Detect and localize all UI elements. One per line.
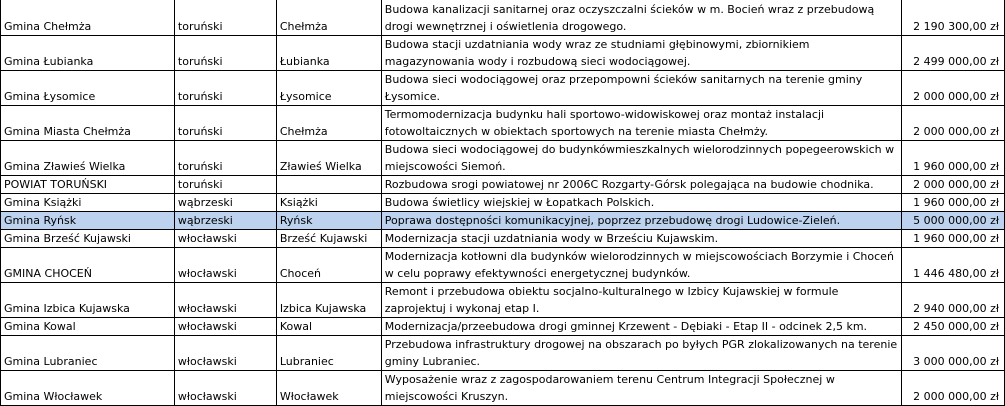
table-row[interactable] <box>1 336 1005 371</box>
cell-gmina[interactable]: POWIAT TORUŃSKI <box>1 176 175 194</box>
cell-kwota[interactable]: 1 960 000,00 zł <box>901 141 1004 176</box>
table-row[interactable] <box>1 212 1005 230</box>
table-row[interactable] <box>1 248 1005 283</box>
cell-kwota[interactable]: 5 000 000,00 zł <box>901 212 1004 230</box>
cell-projekt[interactable]: Budowa sieci wodociągowej do budynkówmieszkalnych wielorodzinnych popegeerowskich w miejscowości Siemoń. <box>381 141 901 176</box>
table-row[interactable] <box>1 371 1005 406</box>
cell-powiat[interactable]: toruński <box>174 141 276 176</box>
cell-kwota[interactable]: 1 960 000,00 zł <box>901 230 1004 248</box>
cell-projekt[interactable]: Termomodernizacja budynku hali sportowo-widowiskowej oraz montaż instalacji fotowoltaicznych w obiektach sportowych na terenie miasta Chełmży. <box>381 106 901 141</box>
cell-projekt[interactable]: Rozbudowa srogi powiatowej nr 2006C Rozgarty-Górsk polegająca na budowie chodnika. <box>381 176 901 194</box>
table-row[interactable] <box>1 71 1005 106</box>
cell-gmina[interactable]: Gmina Łysomice <box>1 71 175 106</box>
cell-projekt[interactable]: Modernizacja/przeebudowa drogi gminnej Krzewent - Dębiaki - Etap II - odcinek 2,5 km. <box>381 318 901 336</box>
cell-gmina[interactable]: Gmina Włocławek <box>1 371 175 406</box>
cell-gmina[interactable]: Gmina Kowal <box>1 318 175 336</box>
cell-gmina[interactable]: Gmina Ryńsk <box>1 212 175 230</box>
cell-miejscowosc[interactable]: Zławieś Wielka <box>276 141 381 176</box>
cell-gmina[interactable]: Gmina Izbica Kujawska <box>1 283 175 318</box>
table-row[interactable] <box>1 106 1005 141</box>
cell-miejscowosc[interactable]: Brześć Kujawski <box>276 230 381 248</box>
table-row[interactable] <box>1 141 1005 176</box>
cell-miejscowosc[interactable]: Książki <box>276 194 381 212</box>
cell-kwota[interactable]: 2 000 000,00 zł <box>901 371 1004 406</box>
cell-kwota[interactable]: 1 446 480,00 zł <box>901 248 1004 283</box>
cell-miejscowosc[interactable]: Izbica Kujawska <box>276 283 381 318</box>
cell-projekt[interactable]: Budowa kanalizacji sanitarnej oraz oczyszczalni ścieków w m. Bocień wraz z przebudową drogi wewnętrznej i oświetlenia drogowego. <box>381 0 901 36</box>
cell-powiat[interactable]: włocławski <box>174 248 276 283</box>
cell-powiat[interactable]: toruński <box>174 176 276 194</box>
table-row[interactable] <box>1 230 1005 248</box>
table-row[interactable] <box>1 283 1005 318</box>
cell-powiat[interactable]: włocławski <box>174 230 276 248</box>
cell-gmina[interactable]: GMINA CHOCEŃ <box>1 248 175 283</box>
cell-powiat[interactable]: włocławski <box>174 371 276 406</box>
cell-miejscowosc[interactable]: Choceń <box>276 248 381 283</box>
cell-projekt[interactable]: Poprawa dostępności komunikacyjnej, poprzez przebudowę drogi Ludowice-Zieleń. <box>381 212 901 230</box>
cell-projekt[interactable]: Modernizacja kotłowni dla budynków wielorodzinnych w miejscowościach Borzymie i Choceń w celu poprawy efektywności energetycznej budynków. <box>381 248 901 283</box>
cell-projekt[interactable]: Remont i przebudowa obiektu socjalno-kulturalnego w Izbicy Kujawskiej w formule zaprojektuj i wykonaj etap I. <box>381 283 901 318</box>
cell-gmina[interactable]: Gmina Łubianka <box>1 36 175 71</box>
cell-miejscowosc[interactable] <box>276 176 381 194</box>
cell-miejscowosc[interactable]: Łubianka <box>276 36 381 71</box>
cell-kwota[interactable]: 2 450 000,00 zł <box>901 318 1004 336</box>
cell-gmina[interactable]: Gmina Książki <box>1 194 175 212</box>
table-row[interactable] <box>1 318 1005 336</box>
cell-kwota[interactable]: 2 000 000,00 zł <box>901 106 1004 141</box>
cell-powiat[interactable]: włocławski <box>174 283 276 318</box>
cell-miejscowosc[interactable]: Chełmża <box>276 106 381 141</box>
cell-projekt[interactable]: Budowa sieci wodociągowej oraz przepompowni ścieków sanitarnych na terenie gminy Łysomice. <box>381 71 901 106</box>
cell-miejscowosc[interactable]: Łysomice <box>276 71 381 106</box>
table-body <box>1 0 1005 406</box>
cell-powiat[interactable]: wąbrzeski <box>174 212 276 230</box>
cell-gmina[interactable]: Gmina Chełmża <box>1 0 175 36</box>
cell-powiat[interactable]: toruński <box>174 106 276 141</box>
cell-miejscowosc[interactable]: Chełmża <box>276 0 381 36</box>
cell-miejscowosc[interactable]: Ryńsk <box>276 212 381 230</box>
cell-miejscowosc[interactable]: Lubraniec <box>276 336 381 371</box>
cell-kwota[interactable]: 1 960 000,00 zł <box>901 194 1004 212</box>
cell-projekt[interactable]: Budowa stacji uzdatniania wody wraz ze studniami głębinowymi, zbiornikiem magazynowania wody i rozbudową sieci wodociągowej. <box>381 36 901 71</box>
table-row[interactable] <box>1 0 1005 36</box>
cell-projekt[interactable]: Przebudowa infrastruktury drogowej na obszarach po byłych PGR zlokalizowanych na terenie gminy Lubraniec. <box>381 336 901 371</box>
table-row[interactable] <box>1 36 1005 71</box>
cell-gmina[interactable]: Gmina Miasta Chełmża <box>1 106 175 141</box>
cell-powiat[interactable]: toruński <box>174 36 276 71</box>
cell-kwota[interactable]: 2 190 300,00 zł <box>901 0 1004 36</box>
cell-projekt[interactable]: Budowa świetlicy wiejskiej w Łopatkach Polskich. <box>381 194 901 212</box>
cell-gmina[interactable]: Gmina Lubraniec <box>1 336 175 371</box>
cell-powiat[interactable]: toruński <box>174 0 276 36</box>
table-row[interactable] <box>1 194 1005 212</box>
cell-gmina[interactable]: Gmina Zławieś Wielka <box>1 141 175 176</box>
cell-powiat[interactable]: włocławski <box>174 318 276 336</box>
cell-powiat[interactable]: włocławski <box>174 336 276 371</box>
cell-projekt[interactable]: Modernizacja stacji uzdatniania wody w Brześciu Kujawskim. <box>381 230 901 248</box>
cell-powiat[interactable]: wąbrzeski <box>174 194 276 212</box>
cell-kwota[interactable]: 2 940 000,00 zł <box>901 283 1004 318</box>
cell-miejscowosc[interactable]: Włocławek <box>276 371 381 406</box>
cell-powiat[interactable]: toruński <box>174 71 276 106</box>
cell-kwota[interactable]: 2 000 000,00 zł <box>901 71 1004 106</box>
cell-kwota[interactable]: 3 000 000,00 zł <box>901 336 1004 371</box>
table-row[interactable] <box>1 176 1005 194</box>
cell-projekt[interactable]: Wyposażenie wraz z zagospodarowaniem terenu Centrum Integracji Społecznej w miejscowości Kruszyn. <box>381 371 901 406</box>
cell-kwota[interactable]: 2 499 000,00 zł <box>901 36 1004 71</box>
cell-miejscowosc[interactable]: Kowal <box>276 318 381 336</box>
cell-gmina[interactable]: Gmina Brześć Kujawski <box>1 230 175 248</box>
cell-kwota[interactable]: 2 000 000,00 zł <box>901 176 1004 194</box>
